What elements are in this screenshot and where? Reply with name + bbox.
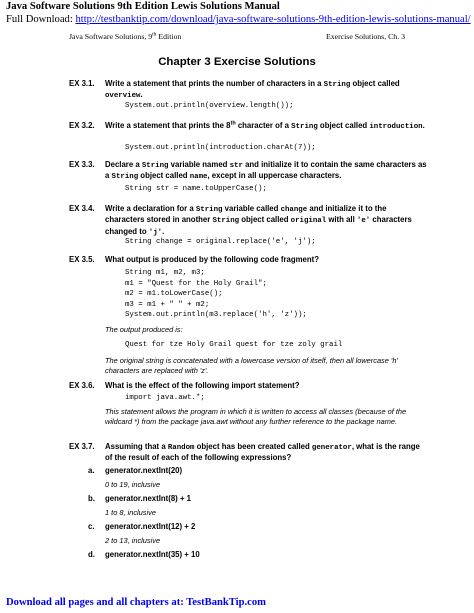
running-head-right: Exercise Solutions, Ch. 3 [325,32,405,41]
download-label: Full Download: [6,14,76,25]
banner-title: Java Software Solutions 9th Edition Lewis Solutions Manual [6,1,280,12]
item-letter: d. [88,550,95,559]
item-letter: c. [88,522,95,531]
exercise-number: EX 3.7. [69,442,95,451]
item-answer: 1 to 8, inclusive [105,508,156,517]
exercise-number: EX 3.5. [69,255,95,264]
chapter-title: Chapter 3 Exercise Solutions [158,56,316,68]
code-block: String str = name.toUpperCase(); [125,185,267,193]
exercise-number: EX 3.4. [69,204,95,213]
exercise-number: EX 3.6. [69,381,95,390]
item-answer: 0 to 19, inclusive [105,480,161,489]
running-head-left-suffix: Edition [156,32,182,41]
exercise-question: Assuming that a Random object has been created called generator, what is the range of the result of each of the following expressions? [105,442,420,463]
answer-intro: The output produced is: [105,325,183,334]
footer-download-link[interactable]: Download all pages and all chapters at: TestBankTip.com [6,597,266,608]
exercise-question: Write a declaration for a String variable called change and initialize it to the characters stored in another String object called original with all 'e' characters changed to 'j'. [105,204,412,237]
code-block: System.out.println(introduction.charAt(7)); [125,144,316,152]
running-head-left-text: Java Software Solutions, 9 [69,32,153,41]
output-block: Quest for tze Holy Grail quest for tze zoly grail [125,341,343,349]
running-head-left [69,32,181,41]
download-link[interactable]: http://testbanktip.com/download/java-software-solutions-9th-edition-lewis-solutions-manual/ [75,14,471,25]
exercise-number: EX 3.3. [69,160,95,169]
exercise-question: What is the effect of the following import statement? [105,381,300,390]
item-expression: generator.nextInt(12) + 2 [105,522,196,531]
exercise-question: What output is produced by the following code fragment? [105,255,319,264]
download-line [6,14,471,25]
item-letter: b. [88,494,95,503]
code-block: import java.awt.*; [125,394,205,402]
exercise-question: Write a statement that prints the number of characters in a String object called overview. [105,79,400,101]
exercise-question: Write a statement that prints the 8th character of a String object called introduction. [105,120,425,131]
item-expression: generator.nextInt(8) + 1 [105,494,192,503]
code-block: String change = original.replace('e', 'j'); [125,238,316,246]
code-block: String m1, m2, m3; m1 = "Quest for the Holy Grail"; m2 = m1.toLowerCase(); m3 = m1 + " " + m2; System.out.println(m3.replace('h', 'z')); [125,269,307,320]
running-head-sup: th [152,31,157,38]
exercise-number: EX 3.2. [69,121,95,130]
exercise-number: EX 3.1. [69,79,95,88]
item-letter: a. [88,466,95,475]
item-answer: 2 to 13, inclusive [105,536,161,545]
exercise-question: Declare a String variable named str and initialize it to contain the same characters as a String object called name, except in all uppercase characters. [105,160,427,182]
item-expression: generator.nextInt(20) [105,466,183,475]
item-expression: generator.nextInt(35) + 10 [105,550,200,559]
answer-text: This statement allows the program in which it is written to access all classes (because of the wildcard *) from the package java.awt without any further reference to the package name. [105,407,407,426]
answer-text: The original string is concatenated with a lowercase version of itself, then all lowercase 'h' characters are replaced with 'z'. [105,356,398,375]
code-block: System.out.println(overview.length()); [125,102,294,110]
